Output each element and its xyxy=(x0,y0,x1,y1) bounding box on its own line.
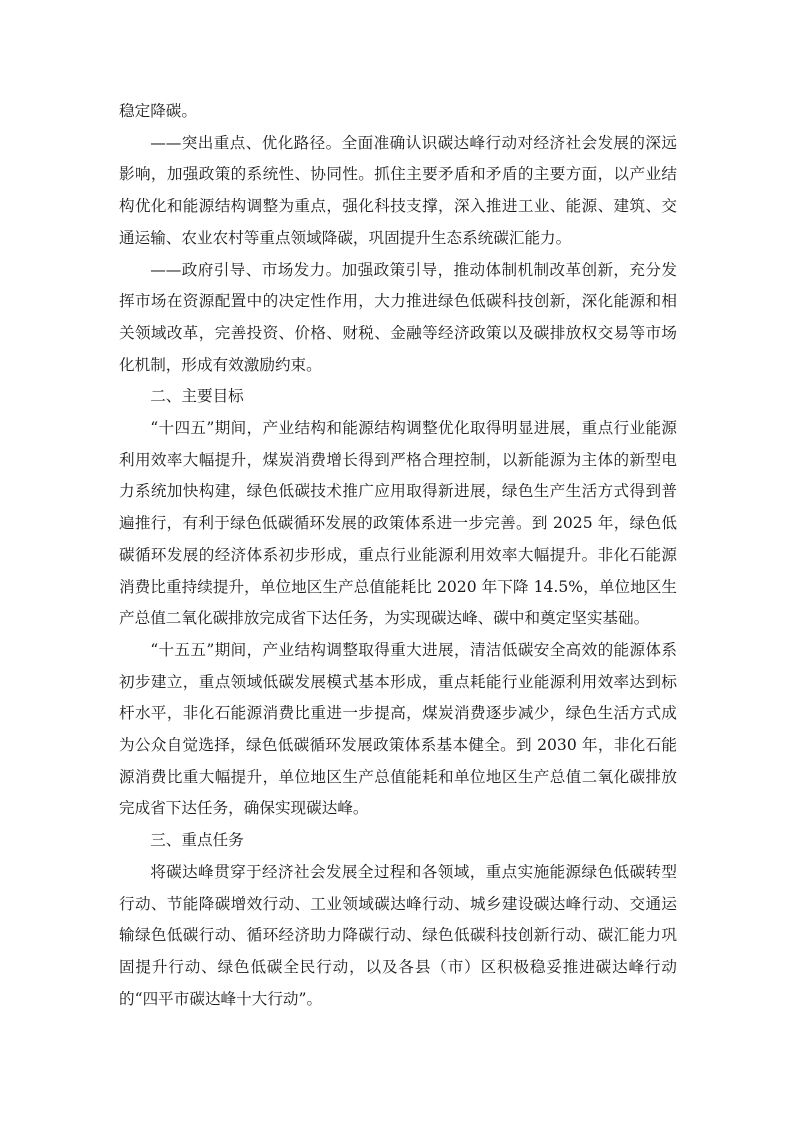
paragraph-15th-five-year: “十五五”期间，产业结构调整取得重大进展，清洁低碳安全高效的能源体系初步建立，重点领域低碳发展模式基本形成，重点耗能行业能源利用效率达到标杆水平，非化石能源消费比重进一步提高，煤炭消费逐步减少，绿色生活方式成为公众自觉选择，绿色低碳循环发展政策体系基本健全。到 2030 年，非化石能源消费比重大幅提升，单位地区生产总值能耗和单位地区生产总值二氧化碳排放完成省下达任务，确保实现碳达峰。 xyxy=(119,640,677,818)
document-body xyxy=(119,96,677,1015)
paragraph-key-tasks: 将碳达峰贯穿于经济社会发展全过程和各领域，重点实施能源绿色低碳转型行动、节能降碳增效行动、工业领域碳达峰行动、城乡建设碳达峰行动、交通运输绿色低碳行动、循环经济助力降碳行动、绿色低碳科技创新行动、碳汇能力巩固提升行动、绿色低碳全民行动，以及各县（市）区积极稳妥推进碳达峰行动的“四平市碳达峰十大行动”。 xyxy=(119,862,677,1008)
section-heading-main-goals: 二、主要目标 xyxy=(150,387,244,406)
paragraph-continuation: 稳定降碳。 xyxy=(119,102,197,120)
paragraph-key-points: ——突出重点、优化路径。全面准确认识碳达峰行动对经济社会发展的深远影响，加强政策的系统性、协同性。抓住主要矛盾和矛盾的主要方面，以产业结构优化和能源结构调整为重点，强化科技支撑，深入推进工业、能源、建筑、交通运输、农业农村等重点领域降碳，巩固提升生态系统碳汇能力。 xyxy=(119,133,677,247)
paragraph-government-guidance: ——政府引导、市场发力。加强政策引导，推动体制机制改革创新，充分发挥市场在资源配置中的决定性作用，大力推进绿色低碳科技创新，深化能源和相关领域改革，完善投资、价格、财税、金融等经济政策以及碳排放权交易等市场化机制，形成有效激励约束。 xyxy=(119,260,677,374)
paragraph-14th-five-year: “十四五”期间，产业结构和能源结构调整优化取得明显进展，重点行业能源利用效率大幅提升，煤炭消费增长得到严格合理控制，以新能源为主体的新型电力系统加快构建，绿色低碳技术推广应用取得新进展，绿色生产生活方式得到普遍推行，有利于绿色低碳循环发展的政策体系进一步完善。到 2025 年，绿色低碳循环发展的经济体系初步形成，重点行业能源利用效率大幅提升。非化石能源消费比重持续提升，单位地区生产总值能耗比 2020 年下降 14.5%，单位地区生产总值二氧化碳排放完成省下达任务，为实现碳达峰、碳中和奠定坚实基础。 xyxy=(119,419,677,628)
section-heading-key-tasks: 三、重点任务 xyxy=(150,831,244,850)
